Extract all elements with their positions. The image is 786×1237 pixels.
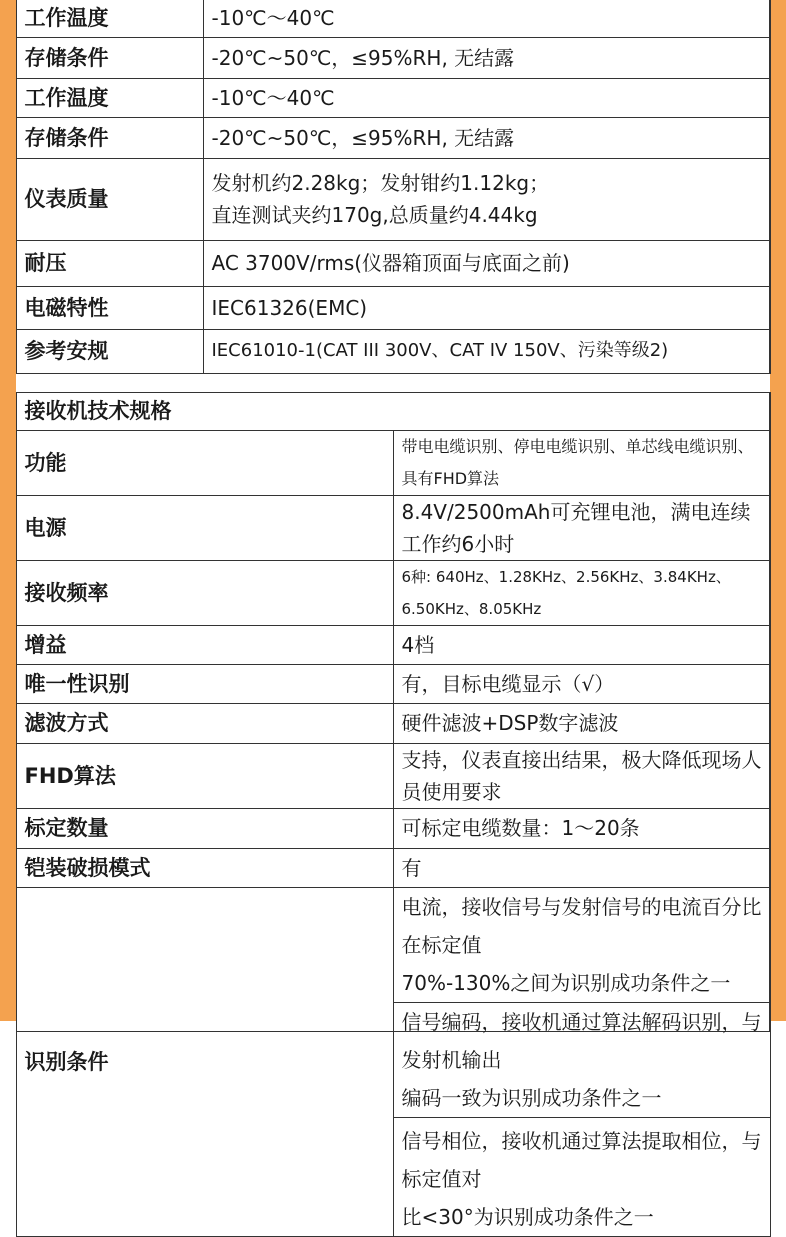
spec-value: 6种: 640Hz、1.28KHz、2.56KHz、3.84KHz、6.50KHz、8.05KHz (393, 560, 770, 625)
spec-value: AC 3700V/rms(仪器箱顶面与底面之前) (203, 240, 770, 286)
table-row (16, 286, 770, 329)
spec-value-line: 发射机约2.28kg；发射钳约1.12kg； (211, 171, 550, 195)
spec-key: FHD算法 (16, 743, 393, 808)
table-row (16, 78, 770, 117)
spec-value: 带电电缆识别、停电电缆识别、单芯线电缆识别、具有FHD算法 (393, 430, 770, 495)
table-row (16, 0, 770, 37)
table-row (16, 625, 770, 664)
table-row (16, 37, 770, 78)
table-row (16, 560, 770, 625)
spec-value: 可标定电缆数量：1～20条 (393, 808, 770, 848)
left-orange-border (0, 0, 16, 1021)
specs-table (16, 0, 771, 374)
receiver-specs-card (16, 392, 770, 1229)
spec-key: 接收频率 (16, 560, 393, 625)
table-row (16, 329, 770, 373)
receiver-specs-table (16, 392, 771, 1237)
spec-key: 滤波方式 (16, 703, 393, 743)
table-row (16, 240, 770, 286)
spec-key: 电源 (16, 495, 393, 560)
criteria-line: 比<30°为识别成功条件之一 (401, 1204, 654, 1229)
table-row (16, 664, 770, 703)
spec-key: 标定数量 (16, 808, 393, 848)
spec-key: 耐压 (16, 240, 203, 286)
specs-table-card (16, 0, 770, 374)
criteria-line: 信号编码，接收机通过算法解码识别，与发射机输出 (401, 1009, 762, 1072)
table-row (16, 117, 770, 158)
spec-value: 4档 (393, 625, 770, 664)
criteria-line: 70%-130%之间为识别成功条件之一 (401, 970, 731, 995)
spec-key: 电磁特性 (16, 286, 203, 329)
spec-key: 增益 (16, 625, 393, 664)
spec-key: 工作温度 (16, 0, 203, 37)
right-orange-border (770, 0, 786, 1021)
table-row (16, 703, 770, 743)
criteria-value (393, 1002, 770, 1117)
spec-value: 有，目标电缆显示（√） (393, 664, 770, 703)
spec-key: 唯一性识别 (16, 664, 393, 703)
spec-value: 8.4V/2500mAh可充锂电池，满电连续工作约6小时 (393, 495, 770, 560)
criteria-line: 编码一致为识别成功条件之一 (401, 1085, 662, 1110)
spec-value: -20℃~50℃，≤95%RH, 无结露 (203, 117, 770, 158)
spec-value-line: 直连测试夹约170g,总质量约4.44kg (211, 203, 538, 227)
spec-value: IEC61326(EMC) (203, 286, 770, 329)
spec-key: 存储条件 (16, 37, 203, 78)
spec-value: 硬件滤波+DSP数字滤波 (393, 703, 770, 743)
spec-value: -10℃～40℃ (203, 78, 770, 117)
table-row (16, 743, 770, 808)
spec-key: 存储条件 (16, 117, 203, 158)
table-row (16, 848, 770, 887)
spec-value: -20℃~50℃，≤95%RH, 无结露 (203, 37, 770, 78)
criteria-line: 电流，接收信号与发射信号的电流百分比在标定值 (401, 894, 762, 957)
spec-key: 功能 (16, 430, 393, 495)
spec-key: 铠装破损模式 (16, 848, 393, 887)
spec-value (203, 158, 770, 240)
spec-value: 有 (393, 848, 770, 887)
spec-value: IEC61010-1(CAT III 300V、CAT IV 150V、污染等级2) (203, 329, 770, 373)
table-title: 接收机技术规格 (16, 392, 770, 430)
table-row (16, 495, 770, 560)
criteria-value (393, 887, 770, 1002)
table-title-row (16, 392, 770, 430)
criteria-line: 信号相位，接收机通过算法提取相位，与标定值对 (401, 1128, 762, 1191)
spec-key: 识别条件 (16, 887, 393, 1236)
spec-key: 工作温度 (16, 78, 203, 117)
table-row (16, 887, 770, 1002)
spec-value: 支持，仪表直接出结果，极大降低现场人员使用要求 (393, 743, 770, 808)
table-row (16, 808, 770, 848)
spec-value: -10℃～40℃ (203, 0, 770, 37)
spec-key: 参考安规 (16, 329, 203, 373)
table-row (16, 430, 770, 495)
table-row (16, 158, 770, 240)
criteria-value (393, 1117, 770, 1236)
spec-key: 仪表质量 (16, 158, 203, 240)
